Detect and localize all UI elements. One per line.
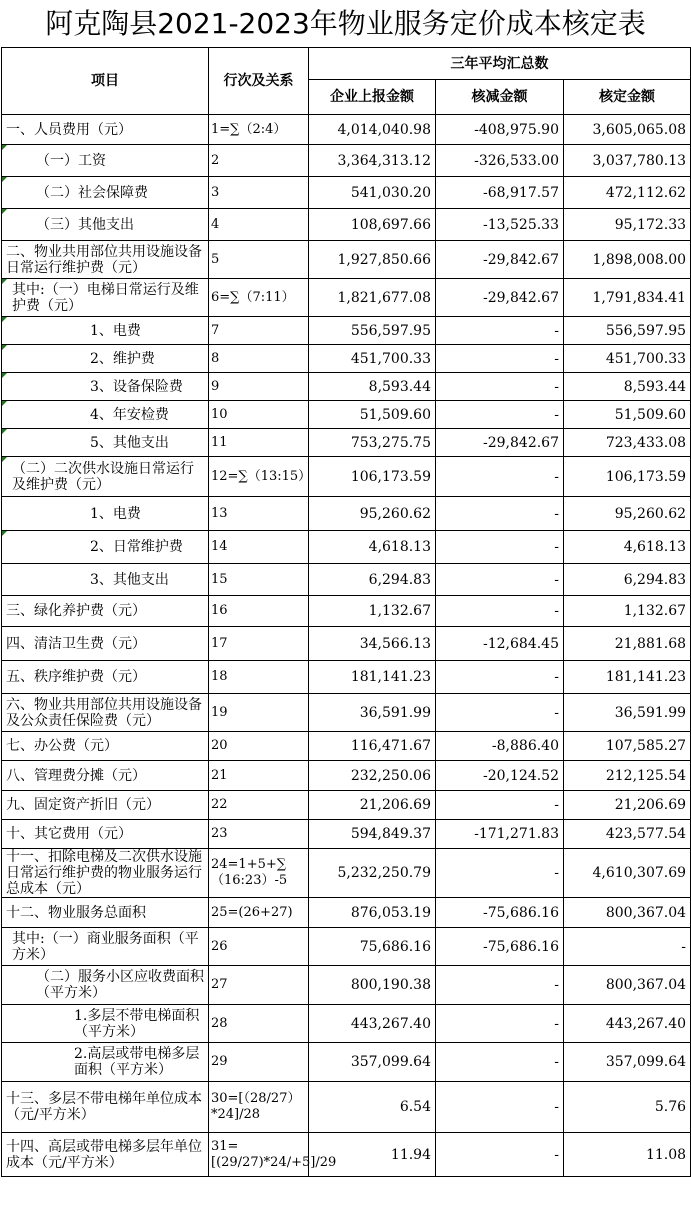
header-item: 项目 <box>2 48 209 115</box>
row-relation: 29 <box>209 1043 309 1082</box>
row-relation: 8 <box>209 345 309 373</box>
table-row <box>2 209 691 241</box>
row-relation: 28 <box>209 1005 309 1043</box>
row-item-name: 3、其他支出 <box>2 564 209 596</box>
row-reduction: - <box>436 694 564 732</box>
row-reported: 451,700.33 <box>309 345 436 373</box>
table-row <box>2 429 691 457</box>
cost-table <box>1 47 691 1177</box>
table-row <box>2 177 691 209</box>
table-row <box>2 531 691 564</box>
row-relation: 4 <box>209 209 309 241</box>
row-reduction: -171,271.83 <box>436 820 564 849</box>
row-item-name: 十二、物业服务总面积 <box>2 898 209 928</box>
row-approved: 451,700.33 <box>564 345 691 373</box>
row-approved: 723,433.08 <box>564 429 691 457</box>
row-relation: 6=∑（7:11） <box>209 279 309 317</box>
row-reported: 5,232,250.79 <box>309 849 436 898</box>
row-reported: 116,471.67 <box>309 732 436 761</box>
row-relation: 20 <box>209 732 309 761</box>
row-item-name: 三、绿化养护费（元） <box>2 596 209 627</box>
row-approved: 95,172.33 <box>564 209 691 241</box>
row-reduction: - <box>436 564 564 596</box>
table-row <box>2 820 691 849</box>
row-relation: 11 <box>209 429 309 457</box>
row-item-name: 九、固定资产折旧（元） <box>2 791 209 820</box>
row-relation: 12=∑（13:15） <box>209 457 309 497</box>
header-approved: 核定金额 <box>564 80 691 115</box>
row-reduction: - <box>436 1005 564 1043</box>
row-item-name: 2、日常维护费 <box>2 531 209 564</box>
row-approved: 800,367.04 <box>564 898 691 928</box>
row-reported: 1,132.67 <box>309 596 436 627</box>
table-row <box>2 791 691 820</box>
row-reduction: -8,886.40 <box>436 732 564 761</box>
table-row <box>2 564 691 596</box>
row-reported: 357,099.64 <box>309 1043 436 1082</box>
row-reported: 36,591.99 <box>309 694 436 732</box>
header-reduction: 核减金额 <box>436 80 564 115</box>
row-reported: 11.94 <box>309 1133 436 1177</box>
row-reduction: - <box>436 661 564 694</box>
table-row <box>2 1005 691 1043</box>
table-row <box>2 373 691 401</box>
row-reported: 556,597.95 <box>309 317 436 345</box>
row-reduction: -29,842.67 <box>436 429 564 457</box>
header-relation: 行次及关系 <box>209 48 309 115</box>
row-item-name: （二）服务小区应收费面积（平方米） <box>2 966 209 1005</box>
row-approved: 21,206.69 <box>564 791 691 820</box>
row-item-name: 1、电费 <box>2 497 209 531</box>
row-reduction: -75,686.16 <box>436 898 564 928</box>
row-reduction: - <box>436 1082 564 1133</box>
row-relation: 23 <box>209 820 309 849</box>
row-reported: 541,030.20 <box>309 177 436 209</box>
row-reported: 106,173.59 <box>309 457 436 497</box>
row-item-name: 二、物业共用部位共用设施设备日常运行维护费（元） <box>2 241 209 279</box>
row-approved: 1,132.67 <box>564 596 691 627</box>
table-row <box>2 345 691 373</box>
row-reported: 21,206.69 <box>309 791 436 820</box>
row-item-name: 4、年安检费 <box>2 401 209 429</box>
row-reduction: - <box>436 596 564 627</box>
table-row <box>2 279 691 317</box>
row-approved: - <box>564 928 691 966</box>
row-relation: 19 <box>209 694 309 732</box>
table-row <box>2 115 691 145</box>
row-item-name: 八、管理费分摊（元） <box>2 761 209 791</box>
row-reduction: -13,525.33 <box>436 209 564 241</box>
row-item-name: 其中:（一）电梯日常运行及维护费（元） <box>2 279 209 317</box>
row-reduction: - <box>436 401 564 429</box>
row-reduction: - <box>436 497 564 531</box>
row-reported: 1,821,677.08 <box>309 279 436 317</box>
row-approved: 3,605,065.08 <box>564 115 691 145</box>
table-row <box>2 1043 691 1082</box>
row-item-name: 十四、高层或带电梯多层年单位成本（元/平方米） <box>2 1133 209 1177</box>
row-relation: 22 <box>209 791 309 820</box>
row-reported: 6,294.83 <box>309 564 436 596</box>
row-reduction: -20,124.52 <box>436 761 564 791</box>
table-row <box>2 928 691 966</box>
row-reported: 108,697.66 <box>309 209 436 241</box>
row-reported: 800,190.38 <box>309 966 436 1005</box>
row-relation: 30=[（28/27）*24]/28 <box>209 1082 309 1133</box>
row-item-name: 1.多层不带电梯面积（平方米） <box>2 1005 209 1043</box>
row-approved: 212,125.54 <box>564 761 691 791</box>
row-approved: 11.08 <box>564 1133 691 1177</box>
row-reported: 4,618.13 <box>309 531 436 564</box>
row-reduction: - <box>436 457 564 497</box>
row-reduction: -68,917.57 <box>436 177 564 209</box>
row-approved: 95,260.62 <box>564 497 691 531</box>
row-reduction: -29,842.67 <box>436 241 564 279</box>
row-approved: 556,597.95 <box>564 317 691 345</box>
row-relation: 17 <box>209 627 309 661</box>
row-item-name: （二）二次供水设施日常运行及维护费（元） <box>2 457 209 497</box>
row-reduction: - <box>436 849 564 898</box>
row-relation: 13 <box>209 497 309 531</box>
table-row <box>2 457 691 497</box>
row-reported: 181,141.23 <box>309 661 436 694</box>
row-item-name: （一）工资 <box>2 145 209 177</box>
row-relation: 10 <box>209 401 309 429</box>
table-row <box>2 596 691 627</box>
row-item-name: 2.高层或带电梯多层面积（平方米） <box>2 1043 209 1082</box>
row-approved: 1,791,834.41 <box>564 279 691 317</box>
row-reduction: - <box>436 531 564 564</box>
table-row <box>2 694 691 732</box>
row-item-name: 一、人员费用（元） <box>2 115 209 145</box>
row-approved: 21,881.68 <box>564 627 691 661</box>
row-reduction: -326,533.00 <box>436 145 564 177</box>
row-approved: 107,585.27 <box>564 732 691 761</box>
row-reported: 876,053.19 <box>309 898 436 928</box>
row-reported: 594,849.37 <box>309 820 436 849</box>
row-item-name: 十一、扣除电梯及二次供水设施日常运行维护费的物业服务运行总成本（元） <box>2 849 209 898</box>
row-item-name: 其中:（一）商业服务面积（平方米） <box>2 928 209 966</box>
row-approved: 181,141.23 <box>564 661 691 694</box>
table-row <box>2 317 691 345</box>
table-row <box>2 966 691 1005</box>
table-row <box>2 661 691 694</box>
row-approved: 36,591.99 <box>564 694 691 732</box>
row-relation: 16 <box>209 596 309 627</box>
row-item-name: 3、设备保险费 <box>2 373 209 401</box>
row-reported: 34,566.13 <box>309 627 436 661</box>
row-relation: 9 <box>209 373 309 401</box>
row-item-name: 1、电费 <box>2 317 209 345</box>
row-relation: 2 <box>209 145 309 177</box>
row-reduction: - <box>436 1043 564 1082</box>
table-row <box>2 627 691 661</box>
table-row <box>2 898 691 928</box>
row-approved: 3,037,780.13 <box>564 145 691 177</box>
row-reduction: - <box>436 345 564 373</box>
table-row <box>2 1133 691 1177</box>
row-approved: 443,267.40 <box>564 1005 691 1043</box>
row-item-name: 2、维护费 <box>2 345 209 373</box>
row-reported: 6.54 <box>309 1082 436 1133</box>
row-item-name: 四、清洁卫生费（元） <box>2 627 209 661</box>
row-item-name: 5、其他支出 <box>2 429 209 457</box>
page-title: 阿克陶县2021-2023年物业服务定价成本核定表 <box>45 7 646 40</box>
row-relation: 18 <box>209 661 309 694</box>
table-row <box>2 849 691 898</box>
row-reduction: - <box>436 791 564 820</box>
table-row <box>2 401 691 429</box>
row-reported: 95,260.62 <box>309 497 436 531</box>
row-reported: 8,593.44 <box>309 373 436 401</box>
row-reduction: - <box>436 966 564 1005</box>
row-relation: 5 <box>209 241 309 279</box>
row-reduction: -75,686.16 <box>436 928 564 966</box>
table-row <box>2 761 691 791</box>
table-row <box>2 145 691 177</box>
row-relation: 3 <box>209 177 309 209</box>
row-item-name: （三）其他支出 <box>2 209 209 241</box>
row-approved: 800,367.04 <box>564 966 691 1005</box>
row-relation: 27 <box>209 966 309 1005</box>
row-approved: 106,173.59 <box>564 457 691 497</box>
row-item-name: 六、物业共用部位共用设施设备及公众责任保险费（元） <box>2 694 209 732</box>
row-approved: 423,577.54 <box>564 820 691 849</box>
row-item-name: 十三、多层不带电梯年单位成本（元/平方米） <box>2 1082 209 1133</box>
row-relation: 21 <box>209 761 309 791</box>
row-reported: 232,250.06 <box>309 761 436 791</box>
row-approved: 472,112.62 <box>564 177 691 209</box>
row-relation: 24=1+5+∑（16:23）-5 <box>209 849 309 898</box>
row-reported: 753,275.75 <box>309 429 436 457</box>
row-approved: 1,898,008.00 <box>564 241 691 279</box>
row-approved: 357,099.64 <box>564 1043 691 1082</box>
row-approved: 4,618.13 <box>564 531 691 564</box>
row-item-name: 十、其它费用（元） <box>2 820 209 849</box>
row-reported: 443,267.40 <box>309 1005 436 1043</box>
row-relation: 14 <box>209 531 309 564</box>
row-reported: 3,364,313.12 <box>309 145 436 177</box>
row-approved: 51,509.60 <box>564 401 691 429</box>
row-reduction: -12,684.45 <box>436 627 564 661</box>
table-row <box>2 497 691 531</box>
row-approved: 8,593.44 <box>564 373 691 401</box>
row-relation: 1=∑（2:4） <box>209 115 309 145</box>
row-reduction: - <box>436 317 564 345</box>
row-reduction: -29,842.67 <box>436 279 564 317</box>
row-relation: 7 <box>209 317 309 345</box>
row-reported: 4,014,040.98 <box>309 115 436 145</box>
row-approved: 4,610,307.69 <box>564 849 691 898</box>
table-row <box>2 1082 691 1133</box>
row-item-name: 五、秩序维护费（元） <box>2 661 209 694</box>
header-group: 三年平均汇总数 <box>309 48 691 80</box>
row-reduction: - <box>436 1133 564 1177</box>
row-item-name: 七、办公费（元） <box>2 732 209 761</box>
row-reduction: -408,975.90 <box>436 115 564 145</box>
row-reported: 51,509.60 <box>309 401 436 429</box>
row-relation: 15 <box>209 564 309 596</box>
row-item-name: （二）社会保障费 <box>2 177 209 209</box>
row-relation: 26 <box>209 928 309 966</box>
row-relation: 25=(26+27) <box>209 898 309 928</box>
row-reported: 1,927,850.66 <box>309 241 436 279</box>
table-row <box>2 732 691 761</box>
header-reported: 企业上报金额 <box>309 80 436 115</box>
row-reduction: - <box>436 373 564 401</box>
row-approved: 5.76 <box>564 1082 691 1133</box>
row-relation: 31=[(29/27)*24/+5]/29 <box>209 1133 309 1177</box>
row-approved: 6,294.83 <box>564 564 691 596</box>
table-row <box>2 241 691 279</box>
row-reported: 75,686.16 <box>309 928 436 966</box>
